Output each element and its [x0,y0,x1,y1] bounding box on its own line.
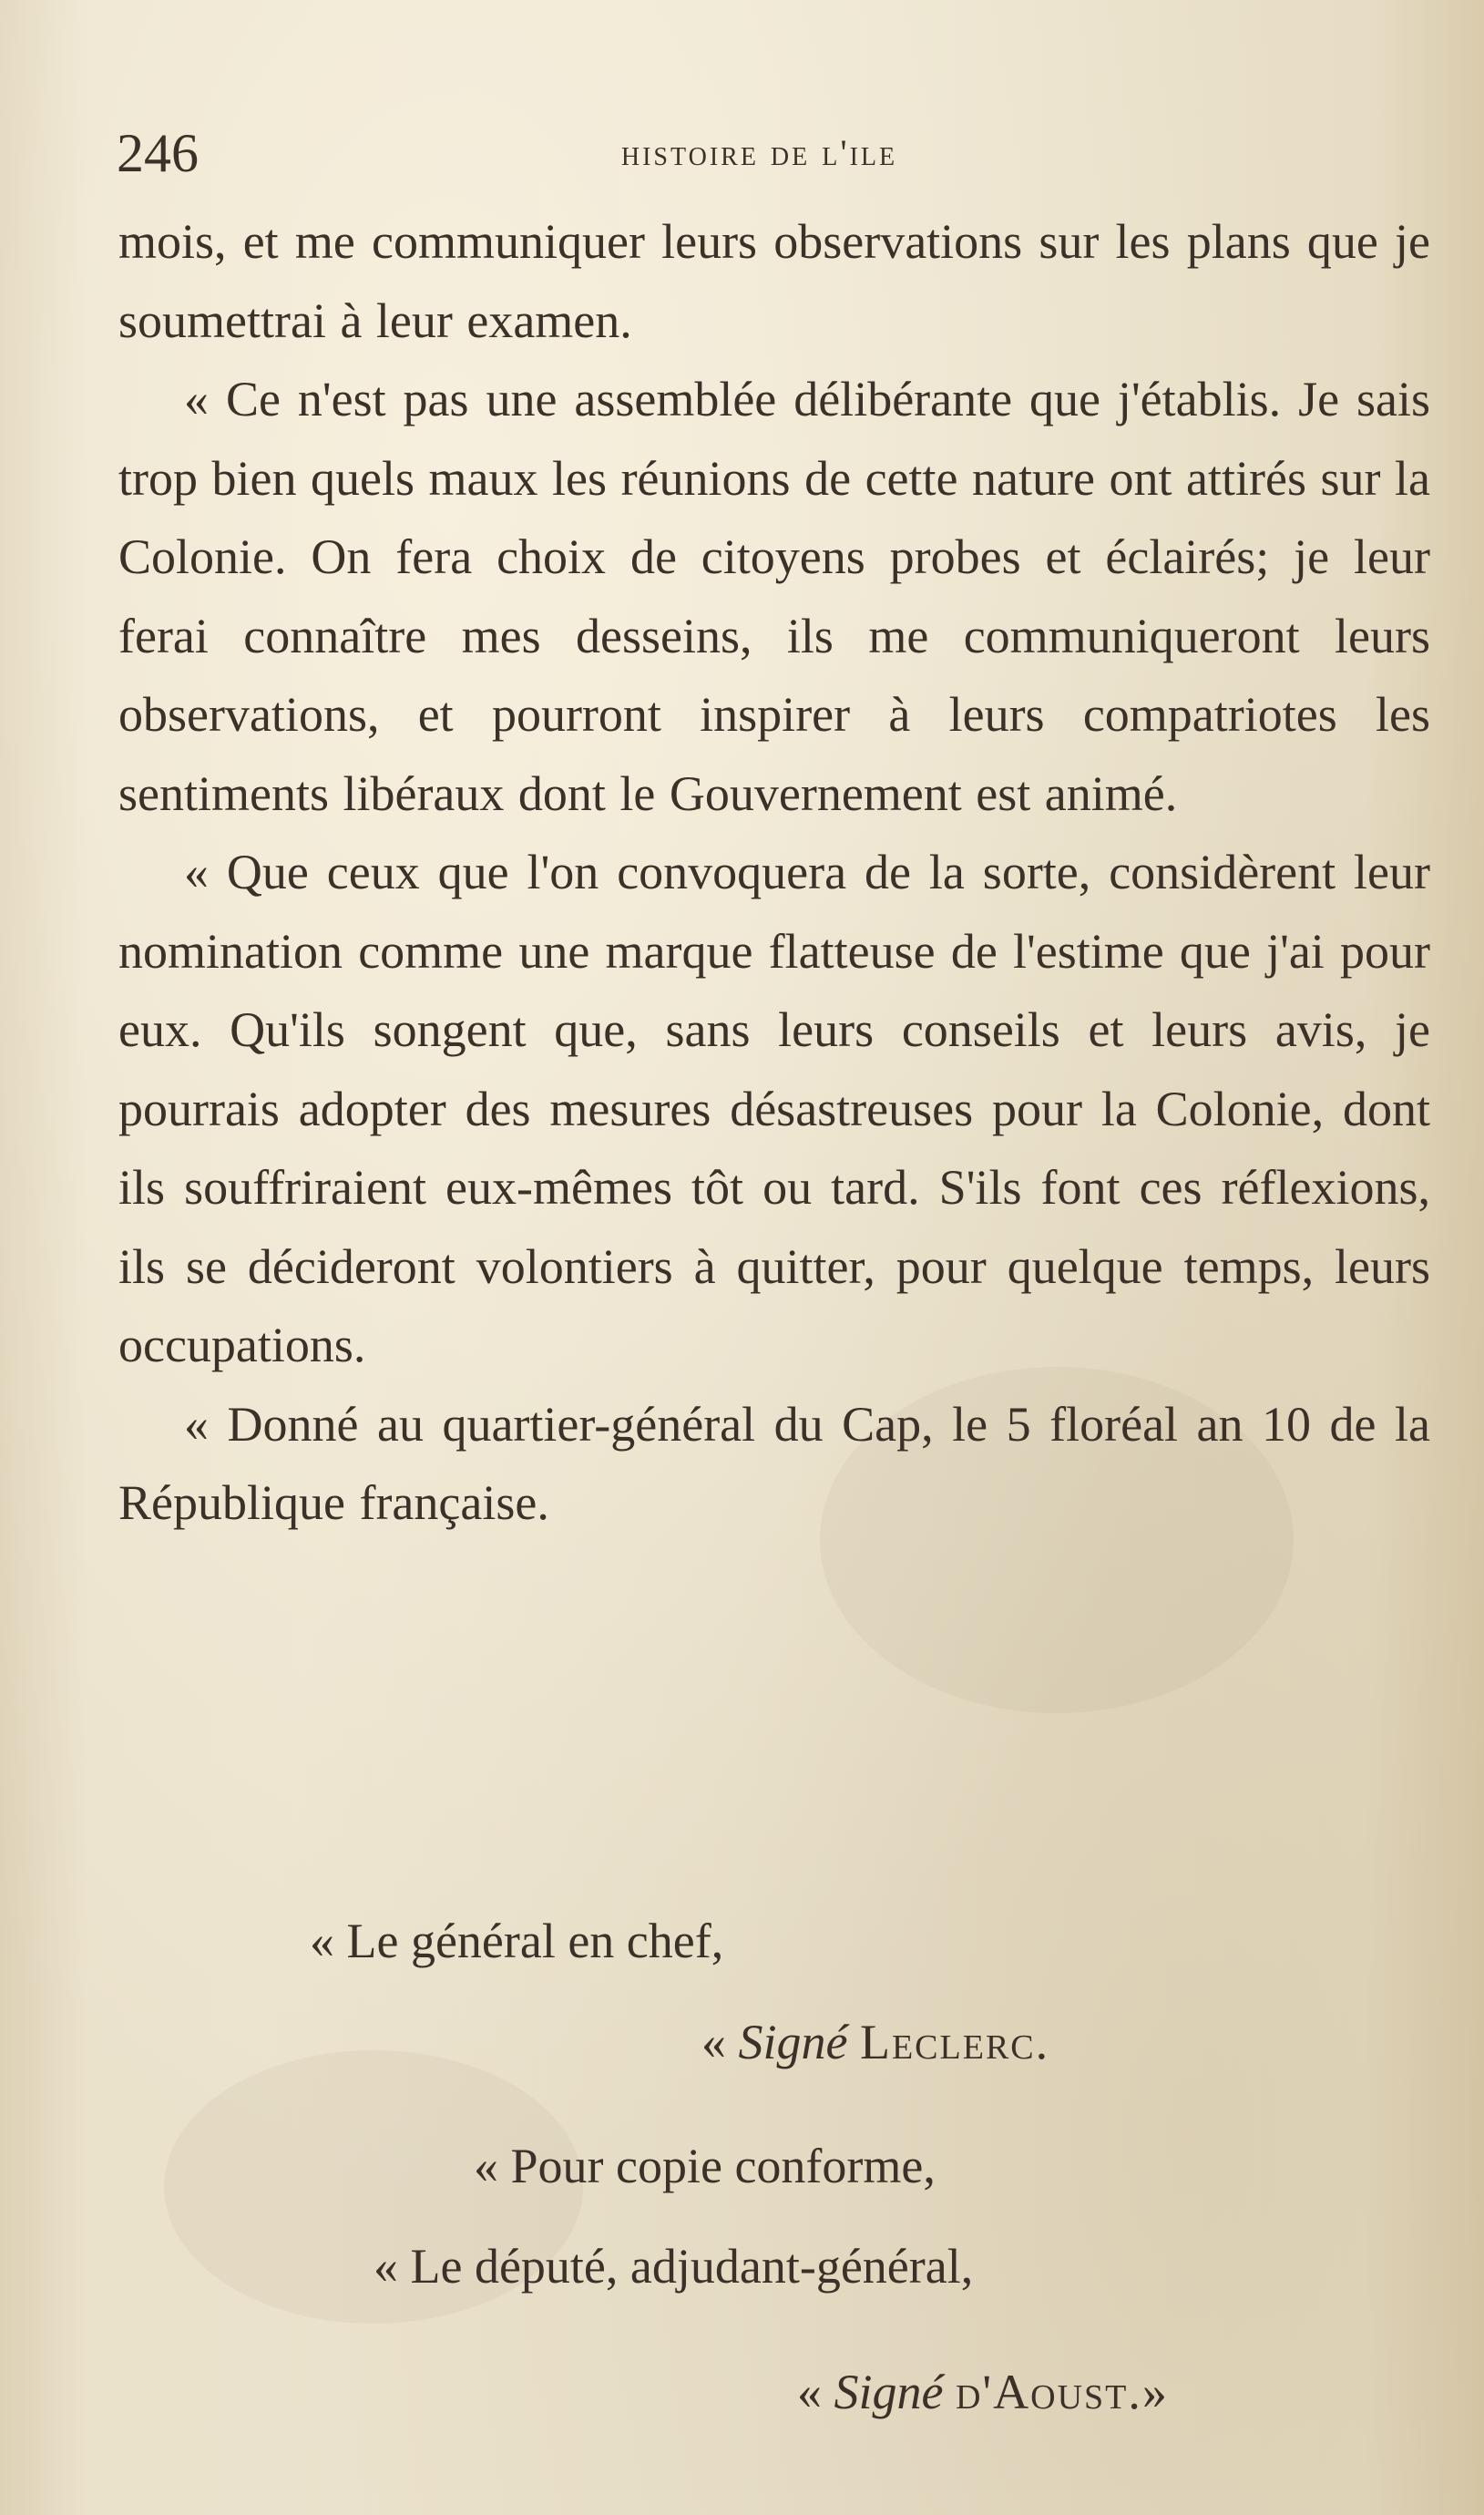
aoust-name: d'Aoust. [955,2365,1142,2419]
signed-prefix: « [701,2015,739,2069]
signed-leclerc-line [701,2003,1049,2081]
paragraph: « Donné au quartier-général du Cap, le 5 floréal an 10 de la République française. [118,1396,1430,1530]
paragraph: « Ce n'est pas une assemblée délibérante que j'établis. Je sais trop bien quels maux les réunions de cette nature ont attirés sur la Colonie. On fera choix de citoyens probes et éclairés; je leur ferai connaître mes desseins, ils me communiqueront leurs observations, et pourront inspirer à leurs compatriotes les sentiments libéraux dont le Gouvernement est animé. [118,372,1430,821]
paragraph: mois, et me communiquer leurs observations sur les plans que je soumettrai à leur examen. [118,214,1430,348]
signe-word: Signé [834,2365,944,2419]
leclerc-name: Leclerc. [859,2015,1050,2069]
general-line: « Le général en chef, [310,1914,724,1968]
page-number: 246 [117,123,199,183]
body-text [118,202,1430,1543]
copy-line: « Pour copie conforme, [474,2139,936,2193]
signed-aoust-line [797,2353,1167,2431]
page-header [117,117,1366,190]
signe-word: Signé [738,2015,848,2069]
signed-prefix: « [797,2365,834,2419]
closing-guillemet: » [1141,2365,1167,2419]
deputy-line: « Le député, adjudant-général, [374,2239,974,2294]
paragraph: « Que ceux que l'on convoquera de la sorte, considèrent leur nomination comme une marque flatteuse de l'estime que j'ai pour eux. Qu'ils songent que, sans leurs conseils et leurs avis, je pourrais adopter des mesures désastreuses pour la Colonie, dont ils souffriraient eux-mêmes tôt ou tard. S'ils font ces réflexions, ils se décideront volontiers à quitter, pour quelque temps, leurs occupations. [118,845,1430,1372]
running-head: histoire de l'ile [620,132,898,173]
